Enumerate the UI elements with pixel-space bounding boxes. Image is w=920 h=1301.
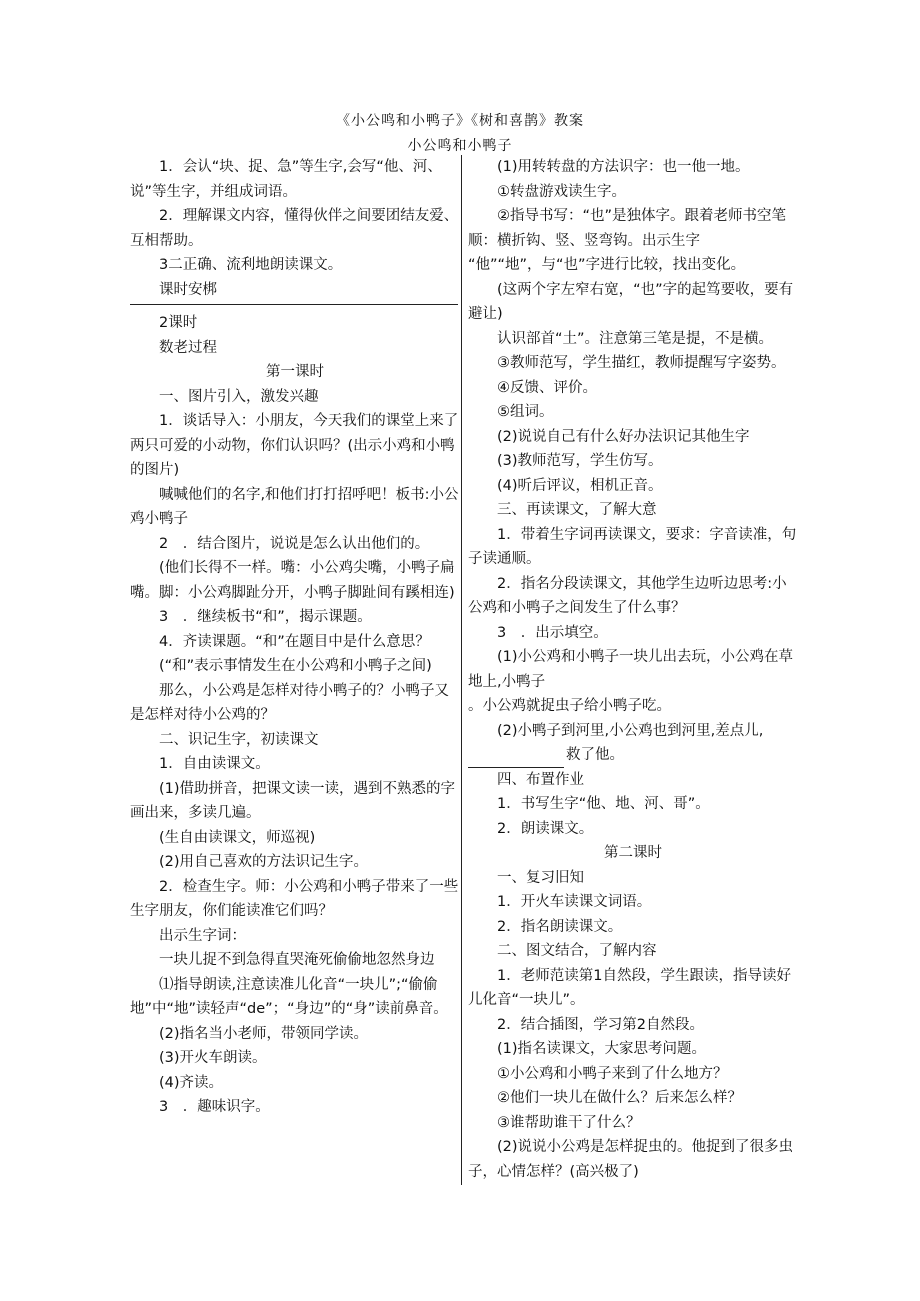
paragraph: 。小公鸡就捉虫子给小鸭子吃。	[468, 698, 671, 714]
paragraph: 一块儿捉不到急得直哭淹死偷偷地忽然身边	[159, 952, 435, 968]
paragraph: (4)齐读。	[159, 1074, 224, 1091]
paragraph: 1．会认“块、捉、急”等生字,会写“他、河、说”等生字，并组成词语。	[130, 159, 442, 200]
document-subtitle: 小公鸣和小鸭子	[407, 138, 513, 154]
paragraph: 1．老师范读第1自然段，学生跟读，指导读好儿化音“一块儿”。	[468, 967, 791, 1008]
paragraph: 2．指名朗读课文。	[497, 918, 623, 935]
lesson-heading: 第一课时	[266, 364, 324, 380]
paragraph: “他”“地”，与“也”字进行比较，找出变化。	[468, 257, 746, 273]
paragraph: 1．开火车读课文词语。	[497, 894, 652, 910]
paragraph: (2)小鸭子到河里,小公鸡也到河里,差点儿,	[497, 722, 764, 739]
fill-in-line	[468, 743, 798, 768]
paragraph: 1．书写生字“他、地、河、哥”。	[497, 796, 710, 812]
paragraph: (3)教师范写，学生仿写。	[497, 453, 663, 469]
paragraph: (1)小公鸡和小鸭子一块儿出去玩，小公鸡在草地上,小鸭子	[468, 649, 794, 690]
section-heading: 三、再读课文，了解大意	[497, 502, 657, 518]
paragraph: (生自由读课文，师巡视)	[159, 829, 316, 846]
paragraph: 3 ．趣味识字。	[159, 1099, 270, 1115]
paragraph: (2)用自己喜欢的方法识记生字。	[159, 854, 369, 870]
paragraph: 3 ．继续板书“和”，揭示课题。	[159, 609, 372, 625]
paragraph: (1)用转转盘的方法识字：也一他一地。	[497, 159, 750, 175]
paragraph: ①转盘游戏读生字。	[497, 183, 626, 200]
left-column	[130, 155, 460, 1120]
paragraph: 2．指名分段读课文，其他学生边听边思考:小公鸡和小鸭子之间发生了什么事？	[468, 575, 787, 616]
paragraph: (2)说说小公鸡是怎样捉虫的。他捉到了很多虫子，心情怎样？(高兴极了)	[468, 1139, 794, 1180]
paragraph: 3二正确、流利地朗读课文。	[159, 257, 343, 273]
paragraph: 4．齐读课题。“和”在题目中是什么意思？	[159, 633, 430, 650]
paragraph: 2．朗读课文。	[497, 820, 594, 837]
horizontal-rule	[130, 304, 458, 305]
paragraph-text: 救了他。	[566, 747, 624, 763]
paragraph: ③谁帮助谁干了什么？	[497, 1114, 641, 1131]
paragraph: (2)指名当小老师，带领同学读。	[159, 1025, 369, 1042]
paragraph: (这两个字左窄右宽，“也”字的起笃要收，要有避让)	[468, 281, 794, 322]
paragraph: ⑴指导朗读,注意读准儿化音“一块儿”;“偷偷地”中“地”读轻声“de”；“身边”的“身”读前鼻音。	[130, 976, 448, 1017]
paragraph: (2)说说自己有什么好办法识记其他生字	[497, 428, 750, 445]
section-heading: 四、布置作业	[497, 771, 584, 788]
paragraph: (他们长得不一样。嘴：小公鸡尖嘴，小鸭子扁嘴。脚：小公鸡脚趾分开，小鸭子脚趾间有蹊相连)	[130, 560, 455, 601]
section-heading: 二、图文结合，了解内容	[497, 943, 657, 959]
paragraph: (1)指名读课文，大家思考问题。	[497, 1041, 707, 1057]
paragraph: (“和”表示事情发生在小公鸡和小鸭子之间)	[159, 658, 432, 674]
paragraph: 3 ．出示填空。	[497, 624, 608, 641]
paragraph: ②指导书写：“也”是独体字。跟着老师书空笔顺：横折钩、竖、竖弯钩。出示生字	[468, 208, 787, 249]
right-column	[468, 155, 798, 1184]
paragraph: 那么，小公鸡是怎样对待小鸭子的？小鸭子又是怎样对待小公鸡的？	[130, 682, 449, 723]
fill-in-blank	[468, 753, 564, 768]
paragraph: ④反馈、评价。	[497, 379, 597, 396]
paragraph: 认识部首“土”。注意第三笔是提，不是横。	[497, 330, 774, 347]
paragraph: (1)借助拼音，把课文读一读，遇到不熟悉的字画出来，多读几遍。	[130, 780, 456, 821]
paragraph: 2 ．结合图片，说说是怎么认出他们的。	[159, 535, 430, 552]
column-divider	[461, 155, 462, 1185]
paragraph: ①小公鸡和小鸭子来到了什么地方？	[497, 1065, 728, 1082]
paragraph: 1．自由读课文。	[159, 756, 270, 772]
paragraph: 2课时	[159, 315, 198, 331]
paragraph: 2．结合插图，学习第2自然段。	[497, 1016, 704, 1033]
paragraph: ⑤组词。	[497, 404, 554, 420]
section-heading: 二、识记生字，初读课文	[159, 731, 319, 748]
paragraph: 1．谈话导入：小朋友，今天我们的课堂上来了两只可爱的小动物，你们认识吗？(出示小鸡和小鸭的图片)	[130, 413, 459, 478]
paragraph: 1．带着生字词再读课文，要求：字音读准，句子读通顺。	[468, 526, 797, 567]
section-heading: 一、图片引入，激发兴趣	[159, 388, 319, 405]
paragraph: (4)听后评议，相机正音。	[497, 477, 663, 494]
section-heading: 课时安梆	[159, 281, 217, 298]
paragraph: 出示生字词：	[159, 927, 246, 944]
paragraph: ②他们一块儿在做什么？后来怎么样？	[497, 1090, 742, 1106]
paragraph: 喊喊他们的名字,和他们打打招呼吧！板书:小公鸡小鸭子	[130, 486, 459, 527]
paragraph: (3)开火车朗读。	[159, 1050, 267, 1066]
paragraph: ③教师范写，学生描红，教师提醒写字姿势。	[497, 355, 786, 371]
section-heading: 数老过程	[159, 339, 217, 356]
paragraph: 2．理解课文内容，懂得伙伴之间要团结友爱、互相帮助。	[130, 208, 459, 249]
section-heading: 一、复习旧知	[497, 869, 584, 886]
document-title: 《小公鸣和小鸭子》《树和喜鹊》教案	[336, 113, 584, 129]
paragraph: 2．检查生字。师：小公鸡和小鸭子带来了一些生字朋友，你们能读准它们吗？	[130, 878, 459, 919]
lesson-heading: 第二课时	[604, 845, 662, 861]
